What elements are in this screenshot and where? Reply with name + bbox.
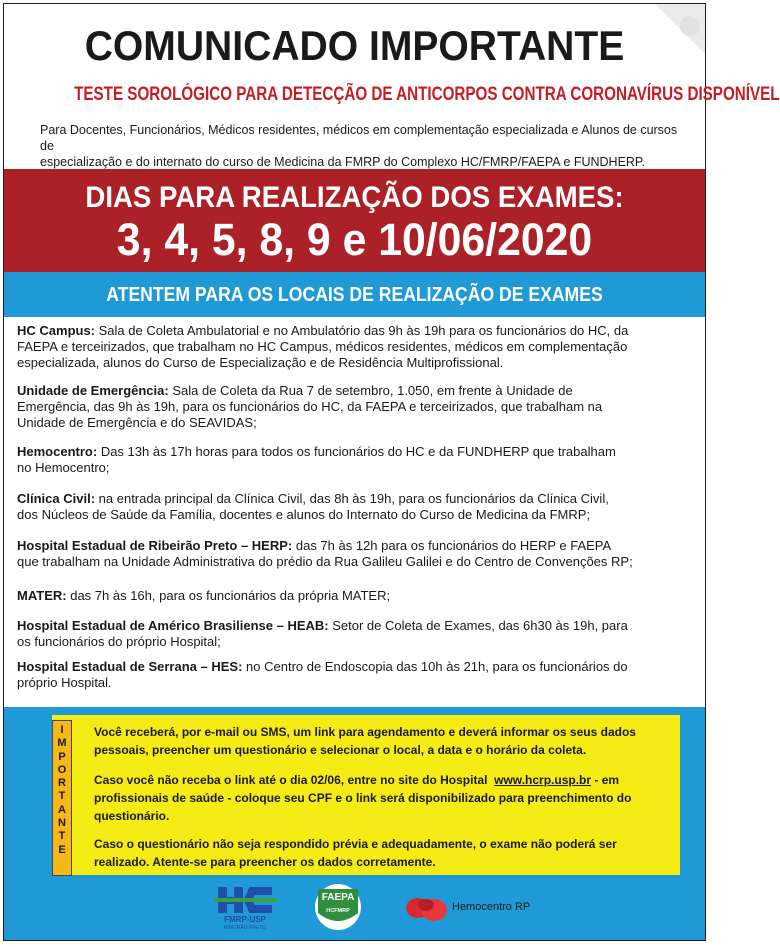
footer-section — [4, 707, 705, 940]
faepa-logo-name: FAEPA — [321, 892, 355, 903]
faepa-logo — [314, 883, 362, 931]
location-text: no Hemocentro; — [17, 460, 110, 475]
location-text: das 7h às 16h, para os funcionários da própria MATER; — [70, 588, 391, 603]
location-text: Sala de Coleta da Rua 7 de setembro, 1.050, em frente à Unidade de — [172, 383, 573, 398]
audience-line: especialização e do internato do curso de Medicina da FMRP do Complexo HC/FMRP/FAEPA e FUNDHERP. — [40, 155, 646, 169]
locations-banner — [4, 272, 705, 317]
notice-line: pessoais, preencher um questionário e selecionar o local, a data e o horário da coleta. — [94, 743, 587, 757]
vertical-label-letter: M — [57, 737, 67, 750]
location-text: que trabalham na Unidade Administrativa do prédio da Rua Galileu Galilei e do Centro de Convenções RP; — [17, 554, 633, 569]
location-text: Setor de Coleta de Exames, das 6h30 às 19h, para — [332, 618, 628, 633]
notice-line: profissionais de saúde - coloque seu CPF e o link será disponibilizado para preenchimento do — [94, 791, 632, 805]
vertical-label-letter: E — [58, 843, 66, 856]
location-text: especializada, alunos do Curso de Especialização e de Residência Multiprofissional. — [17, 355, 504, 370]
location-name: Hospital Estadual de Ribeirão Preto – HERP: — [17, 538, 293, 553]
vertical-label-letter: T — [58, 790, 66, 803]
exam-days-heading: DIAS PARA REALIZAÇÃO DOS EXAMES: — [85, 181, 624, 214]
hc-logo-sub: RIBEIRÃO PRETO — [223, 925, 267, 931]
location-text: FAEPA e terceirizados, que trabalham no HC Campus, médicos residentes, médicos em complementação — [17, 339, 628, 354]
location-text: próprio Hospital. — [17, 675, 112, 690]
hospital-website-link[interactable]: www.hcrp.usp.br — [494, 773, 592, 787]
location-item — [17, 383, 691, 431]
audience-text — [40, 122, 681, 170]
location-name: HC Campus: — [17, 323, 96, 338]
location-text: na entrada principal da Clínica Civil, das 8h às 19h, para os funcionários da Clínica Civil, — [98, 491, 609, 506]
vertical-label-letter: A — [58, 803, 66, 816]
notice-paragraph — [94, 771, 670, 825]
location-text: Sala de Coleta Ambulatorial e no Ambulatório das 9h às 19h para os funcionários do HC, da — [98, 323, 629, 338]
locations-list — [4, 317, 705, 707]
location-name: Hospital Estadual de Américo Brasiliense – HEAB: — [17, 618, 329, 633]
notice-paragraph — [94, 835, 670, 871]
location-name: Hemocentro: — [17, 444, 98, 459]
notice-line: Você receberá, por e-mail ou SMS, um link para agendamento e deverá informar os seus dados — [94, 725, 636, 739]
location-item — [17, 538, 691, 570]
location-text: Emergência, das 9h às 19h, para os funcionários do HC, da FAEPA e terceirizados, que trabalham na — [17, 399, 603, 414]
location-item — [17, 323, 691, 371]
location-item — [17, 491, 691, 523]
audience-line: Para Docentes, Funcionários, Médicos residentes, médicos em complementação especializada e Alunos de cursos de — [40, 123, 678, 153]
location-item — [17, 659, 691, 691]
faepa-logo-sub: HCFMRP — [326, 908, 350, 914]
hemocentro-logo — [404, 893, 544, 923]
location-text: Das 13h às 17h horas para todos os funcionários do HC e da FUNDHERP que trabalham — [100, 444, 616, 459]
locations-heading: ATENTEM PARA OS LOCAIS DE REALIZAÇÃO DE EXAMES — [106, 284, 603, 306]
hemocentro-logo-name: Hemocentro RP — [452, 901, 531, 913]
location-item — [17, 618, 691, 650]
location-text: das 7h às 12h para os funcionários do HERP e FAEPA — [295, 538, 612, 553]
location-name: Clínica Civil: — [17, 491, 96, 506]
location-item — [17, 588, 691, 604]
exam-dates: 3, 4, 5, 8, 9 e 10/06/2020 — [116, 214, 593, 265]
location-item — [17, 444, 691, 476]
vertical-label-letter: P — [58, 750, 66, 763]
notice-line: - em — [591, 773, 620, 787]
page-subtitle: TESTE SOROLÓGICO PARA DETECÇÃO DE ANTICORPOS CONTRA CORONAVÍRUS DISPONÍVEL — [74, 84, 780, 105]
location-name: Unidade de Emergência: — [17, 383, 169, 398]
vertical-label-letter: I — [60, 724, 64, 736]
logos-row — [4, 883, 705, 935]
important-vertical-label — [52, 720, 72, 876]
notice-line: questionário. — [94, 809, 170, 823]
vertical-label-letter: T — [58, 830, 66, 843]
hc-fmrp-logo — [214, 885, 276, 931]
hemocentro-drop-icon — [404, 893, 450, 923]
important-notice — [52, 715, 680, 875]
header — [4, 4, 780, 169]
announcement-poster — [3, 3, 780, 941]
vertical-label-letter: O — [57, 763, 67, 776]
vertical-label-text — [53, 724, 71, 857]
notice-line: Caso o questionário não seja respondido prévia e adequadamente, o exame não poderá ser — [94, 837, 617, 851]
location-name: MATER: — [17, 588, 67, 603]
location-text: Unidade de Emergência e do SEAVIDAS; — [17, 415, 257, 430]
page-title: COMUNICADO IMPORTANTE — [84, 22, 625, 69]
location-name: Hospital Estadual de Serrana – HES: — [17, 659, 243, 674]
vertical-label-letter: R — [58, 777, 66, 790]
vertical-label-letter: N — [58, 817, 66, 830]
hc-logo-name: FMRP-USP — [224, 915, 266, 924]
location-text: os funcionários do próprio Hospital; — [17, 634, 221, 649]
notice-paragraph — [94, 723, 670, 759]
exam-days-banner — [4, 169, 705, 272]
location-text: dos Núcleos de Saúde da Família, docentes e alunos do Internato do Curso de Medicina da FMRP; — [17, 507, 591, 522]
location-text: no Centro de Endoscopia das 10h às 21h, para os funcionários do — [246, 659, 628, 674]
notice-line: Caso você não receba o link até o dia 02/06, entre no site do Hospital — [94, 773, 488, 787]
notice-line: realizado. Atente-se para preencher os dados corretamente. — [94, 855, 436, 869]
